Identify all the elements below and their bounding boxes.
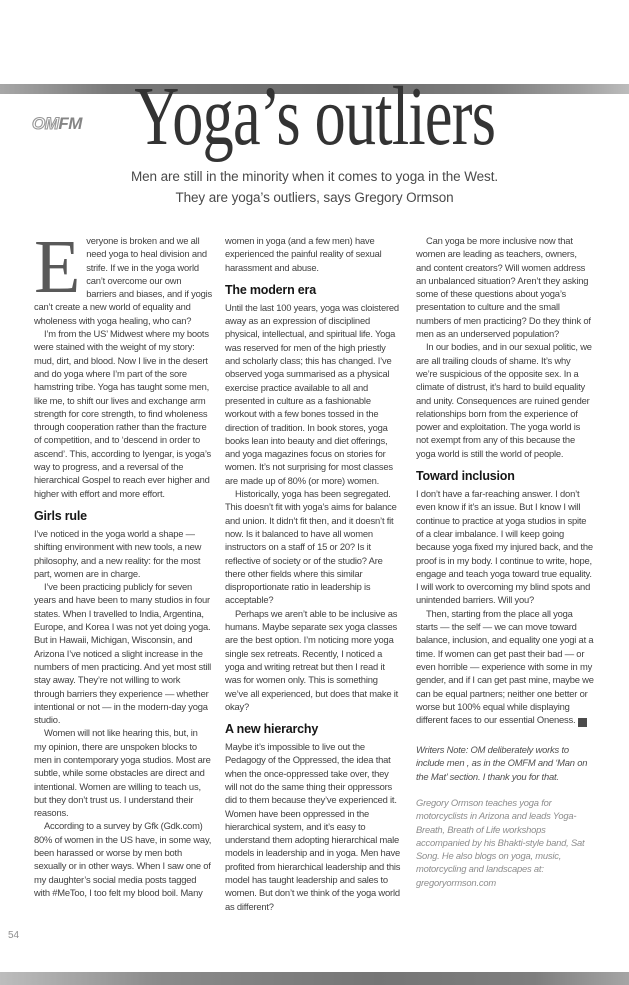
article-title-text: Yoga’s outliers — [134, 70, 495, 163]
body-paragraph: Maybe it’s impossible to live out the Pedagogy of the Oppressed, the idea that when the once-oppressed take over, they will not do the same thing their oppressors did to them because they’ve experienced it. Women have been oppressed in the hierarchical system, and it’s easy to understand them adopting hierarchical male models in leadership and in yoga. Men have profited from hierarchical leadership and this model has taught leadership and sales to women. But don’t we think of the yoga world as different? — [225, 741, 401, 912]
body-paragraph: I’ve noticed in the yoga world a shape — shifting environment with new tools, a new philosophy, and a new reality: for the most part, women are in charge. — [34, 527, 202, 579]
paragraph-text: veryone is broken and we all need yoga to heal division and strife. If we in the yoga world can’t overcome our own barriers and biases, and if yogis can’t create a new world of equality and wholeness with yoga healing, who can? — [34, 235, 212, 326]
article-body — [34, 225, 595, 913]
magazine-logo — [32, 114, 82, 134]
section-heading-modern-era: The modern era — [225, 282, 316, 297]
column-2 — [225, 234, 403, 913]
fm-logo-solid: FM — [58, 114, 82, 133]
section-heading-girls-rule: Girls rule — [34, 508, 87, 523]
end-of-article-icon: ✕ — [578, 718, 587, 727]
body-paragraph: Perhaps we aren’t able to be inclusive as humans. Maybe separate sex yoga classes are the best option. I’m noticing more yoga single sex retreats. Recently, I noticed a yoga and writing retreat but then I read it was for women only. This is something we’ve all experienced, but does that make it okay? — [225, 607, 399, 712]
opening-paragraph — [34, 225, 212, 327]
body-paragraph: According to a survey by Gfk (Gdk.com) 80% of women in the US have, in some way, been harassed or worse by men both sexually or in other ways. When I saw one of my daughter’s social media posts tagged with #MeToo, I too felt my blood boil. Many — [34, 820, 212, 898]
body-paragraph: Historically, yoga has been segregated. This doesn’t fit with yoga’s aims for balance and union. It didn’t fit then, and it doesn’t fit now. Is it balanced to have all women instructors on a staff of 15 or 20? Is it reflective of society or of the studio? Are there other fields where this similar disproportionate ratio in leadership is acceptable? — [225, 488, 397, 606]
standfirst-line-2: They are yoga’s outliers, says Gregory Ormson — [175, 190, 454, 205]
body-paragraph: women in yoga (and a few men) have experienced the painful reality of sexual harassment and abuse. — [225, 235, 382, 273]
author-bio: Gregory Ormson teaches yoga for motorcyclists in Arizona and leads Yoga-Breath, Breath of Life workshops accompanied by his Bhakti-style band, Sat Song. He also blogs on yoga, music, motorcycling and landscapes at: gregoryormson.com — [416, 796, 585, 888]
page-number: 54 — [8, 930, 20, 941]
standfirst-line-1: Men are still in the minority when it comes to yoga in the West. — [130, 169, 498, 184]
body-paragraph: I’ve been practicing publicly for seven years and have been to many studios in four states. When I travelled to India, Argentina, Europe, and Korea I was not yet doing yoga. But in Hawaii, Michigan, Wisconsin, and Arizona I’ve noticed a slight increase in the numbers of men practicing. And yet most still stay away. They’re not willing to work through barriers they experience — whether intentional or not — in the modern-day yoga studio. — [34, 581, 212, 726]
body-paragraph: I don’t have a far-reaching answer. I don’t even know if it’s an issue. But I know I will continue to practice at yoga studios in spite of a clear imbalance. I will keep going because yoga fixed my injured back, and the proof is in my body. I continue to write, hope, engage and teach yoga toward true equality. I will work to overcoming my blind spots and unintended barriers. Will you? — [416, 488, 593, 606]
body-paragraph: In our bodies, and in our sexual politic, we are all trailing clouds of shame. It’s why we’re suspicious of the opposite sex. In a climate of distrust, it’s hard to build equality and unity. Consequences are ruined gender relationships born from the experience of power and exploitation. The yoga world is not exempt from any of this because the yoga world is still the world of people. — [416, 341, 592, 459]
drop-cap-letter: E — [34, 225, 81, 309]
column-3 — [416, 234, 594, 913]
body-paragraph: Can yoga be more inclusive now that women are leading as teachers, owners, and content creators? Will women address an unbalanced situation? Aren’t they asking some of these questions about yoga’s presentation to culture and the small numbers of men practicing? Do they think of men as an underserved population? — [416, 235, 591, 340]
bottom-gradient-bar — [0, 972, 629, 985]
body-paragraph: Until the last 100 years, yoga was cloistered away as an expression of disciplined physical, intellectual, and spiritual life. Yoga was reserved for men of the high priestly and scholarly class; this has changed. I’ve observed yoga summarised as a physical exercise practice available to all and presented in culture as a fashionable workout with a few bones tossed in the direction of tradition. In book stores, yoga books lean into beauty and diet offerings, and yoga magazines focus on stories for women. It’s not surprising for most classes are made up of 80% (or more) women. — [225, 301, 399, 486]
closing-paragraph — [416, 607, 594, 727]
body-paragraph: I’m from the US’ Midwest where my boots were stained with the weight of my story: mud, dirt, and blood. Now I live in the desert and do yoga where I’m part of the sore hamstring tribe. Yoga has taught some men, like me, to shift our lives and exchange arm strength for core strength, to find wholeness through cooperation rather than the fracture of competition, and to ‘descend in order to ascend’. This, according to Iyengar, is yoga’s way to progress, and a reversal of the hierarchical Gospel to reach ever higher and higher with effort and more effort. — [34, 328, 212, 499]
article-standfirst — [0, 166, 629, 208]
paragraph-text: Then, starting from the place all yoga starts — the self — we can move toward balance, inclusion, and equality one yogi at a time. If women can get past their bad — or even horrible — experience with some in my gender, and if I can get past mine, maybe we can be equal partners; neither one better or worse but 100% equal while displaying different faces to our essential Oneness. — [416, 607, 594, 726]
column-1 — [34, 225, 212, 913]
om-logo-outline: OM — [32, 114, 59, 133]
body-paragraph: Women will not like hearing this, but, in my opinion, there are unspoken blocks to men in contemporary yoga studios. Most are subtle, while some obstacles are direct and intentional. Women are willing to teach us, but they don’t trust us. I understand their reasons. — [34, 727, 211, 819]
writers-note: Writers Note: OM deliberately works to include men , as in the OMFM and ‘Man on the Mat’ section. I thank you for that. — [416, 744, 588, 782]
section-heading-new-hierarchy: A new hierarchy — [225, 722, 319, 737]
section-heading-toward-inclusion: Toward inclusion — [416, 469, 515, 484]
